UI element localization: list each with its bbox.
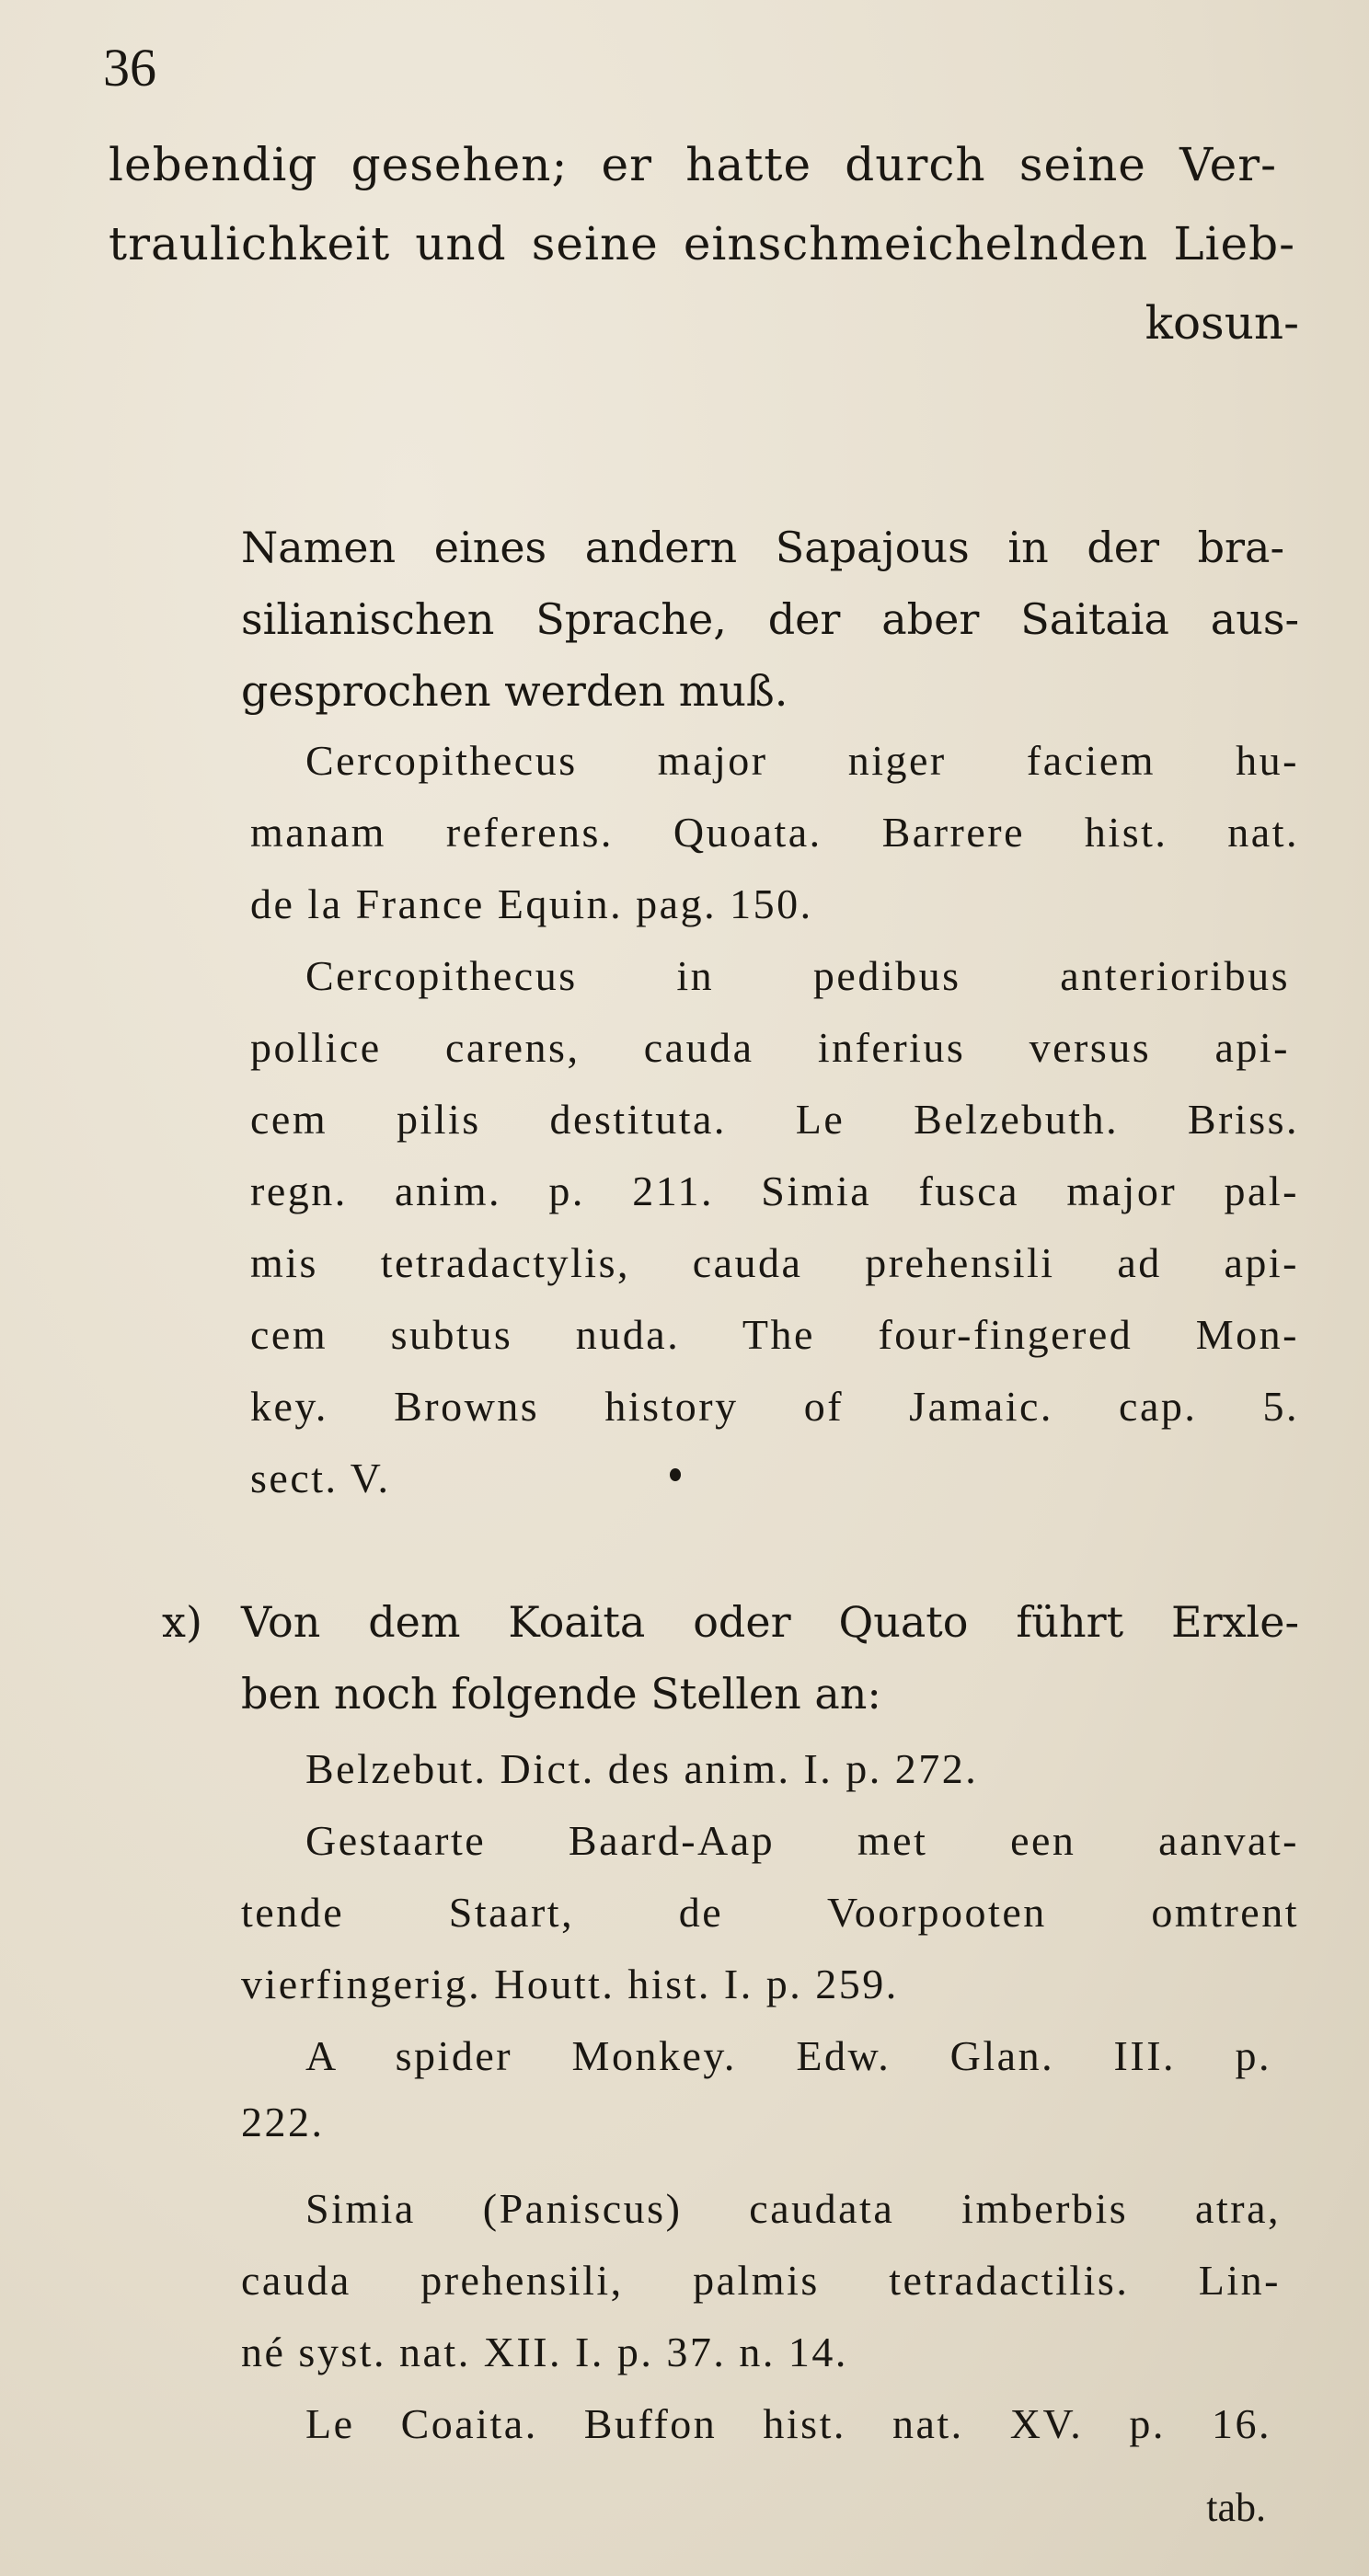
latin-line: sect. V.	[250, 1455, 391, 1501]
citation-line: vierfingerig. Houtt. hist. I. p. 259.	[241, 1961, 899, 2007]
footnote-line: Namen eines andern Sapajous in der bra-	[241, 523, 1284, 572]
footnote-line: Von dem Koaita oder Quato führt Erxle-	[241, 1597, 1299, 1647]
footnote-line: silianischen Sprache, der aber Saitaia aus-	[241, 594, 1299, 644]
latin-line: manam referens. Quoata. Barrere hist. nat.	[250, 809, 1299, 856]
latin-line: key. Browns history of Jamaic. cap. 5.	[250, 1383, 1299, 1430]
citation-line: Le Coaita. Buffon hist. nat. XV. p. 16.	[305, 2400, 1271, 2447]
main-text-line: traulichkeit und seine einschmeichelnden Lieb-	[109, 217, 1295, 270]
latin-line: regn. anim. p. 211. Simia fusca major pal-	[250, 1167, 1299, 1214]
citation-line: Simia (Paniscus) caudata imberbis atra,	[305, 2185, 1281, 2232]
latin-line: cem subtus nuda. The four-fingered Mon-	[250, 1311, 1299, 1358]
footnote-line: gesprochen werden muß.	[241, 666, 788, 716]
latin-line: de la France Equin. pag. 150.	[250, 880, 813, 927]
citation-line: tende Staart, de Voorpooten omtrent	[241, 1889, 1299, 1936]
footnote-line: ben noch folgende Stellen an:	[241, 1669, 881, 1719]
catchword-bottom: tab.	[1206, 2485, 1266, 2530]
citation-line: Belzebut. Dict. des anim. I. p. 272.	[305, 1745, 979, 1792]
citation-line: Gestaarte Baard-Aap met een aanvat-	[305, 1817, 1299, 1864]
citation-line: 222.	[241, 2099, 325, 2145]
main-text-line: lebendig gesehen; er hatte durch seine Ver-	[109, 138, 1277, 191]
citation-line: né syst. nat. XII. I. p. 37. n. 14.	[241, 2329, 848, 2375]
citation-line: A spider Monkey. Edw. Glan. III. p.	[305, 2032, 1271, 2079]
page-number: 36	[103, 38, 156, 98]
latin-line: pollice carens, cauda inferius versus api-	[250, 1024, 1290, 1071]
catchword: kosun-	[1145, 296, 1299, 350]
latin-line: Cercopithecus in pedibus anterioribus	[305, 952, 1290, 999]
latin-line: Cercopithecus major niger faciem hu-	[305, 737, 1299, 784]
latin-line: mis tetradactylis, cauda prehensili ad api-	[250, 1239, 1299, 1286]
citation-line: cauda prehensili, palmis tetradactilis. Lin-	[241, 2257, 1281, 2304]
latin-line: cem pilis destituta. Le Belzebuth. Briss.	[250, 1096, 1299, 1143]
ink-dot	[670, 1468, 681, 1481]
footnote-marker: x)	[162, 1597, 202, 1647]
